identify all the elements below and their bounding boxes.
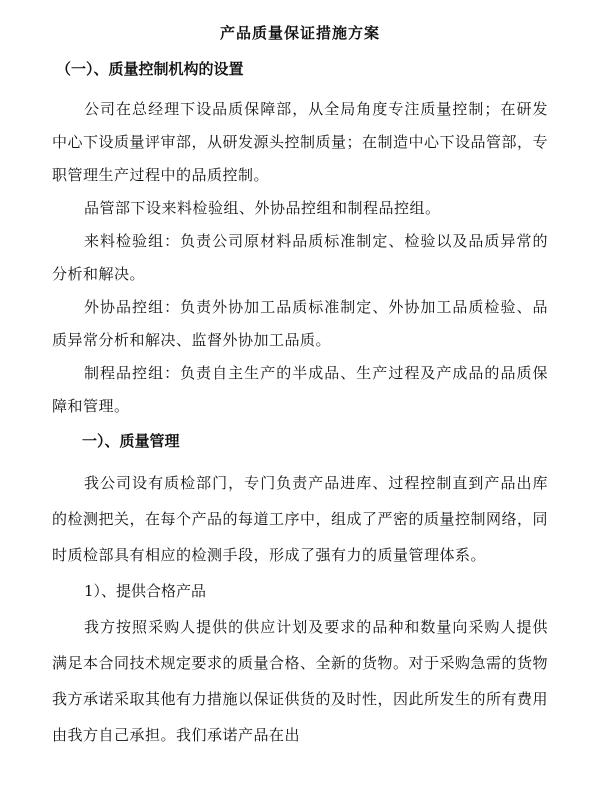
subsection-heading-qualified-products: 1）、提供合格产品	[84, 582, 207, 600]
document-title: 产品质量保证措施方案	[219, 24, 380, 42]
paragraph-organization-overview: 公司在总经理下设品质保障部，从全局角度专注质量控制；在研发中心下设质量评审部，从研发源头控制质量；在制造中心下设品管部，专职管理生产过程中的品质控制。	[52, 100, 549, 184]
paragraph-qualified-products-commitment: 我方按照采购人提供的供应计划及要求的品种和数量向采购人提供满足本合同技术规定要求的质量合格、全新的货物。对于采购急需的货物我方承诺采取其他有力措施以保证供货的及时性，因此所发生的所有费用由我方自己承担。我们承诺产品在出	[52, 618, 549, 744]
paragraph-outsourcing-qc-group: 外协品控组：负责外协加工品质标准制定、外协加工品质检验、品质异常分析和解决、监督外协加工品质。	[52, 298, 548, 349]
section-heading-quality-control-organization: （一）、质量控制机构的设置	[56, 60, 244, 78]
paragraph-quality-management-system: 我公司设有质检部门，专门负责产品进库、过程控制直到产品出库的检测把关，在每个产品的每道工序中，组成了严密的质量控制网络，同时质检部具有相应的检测手段，形成了强有力的质量管理体系。	[52, 474, 549, 564]
paragraph-incoming-inspection-group: 来料检验组：负责公司原材料品质标准制定、检验以及品质异常的分析和解决。	[52, 232, 548, 283]
section-heading-quality-management: 一）、质量管理	[82, 432, 180, 450]
paragraph-qc-department-groups: 品管部下设来料检验组、外协品控组和制程品控组。	[84, 199, 441, 217]
paragraph-process-qc-group: 制程品控组：负责自主生产的半成品、生产过程及产成品的品质保障和管理。	[52, 364, 548, 415]
